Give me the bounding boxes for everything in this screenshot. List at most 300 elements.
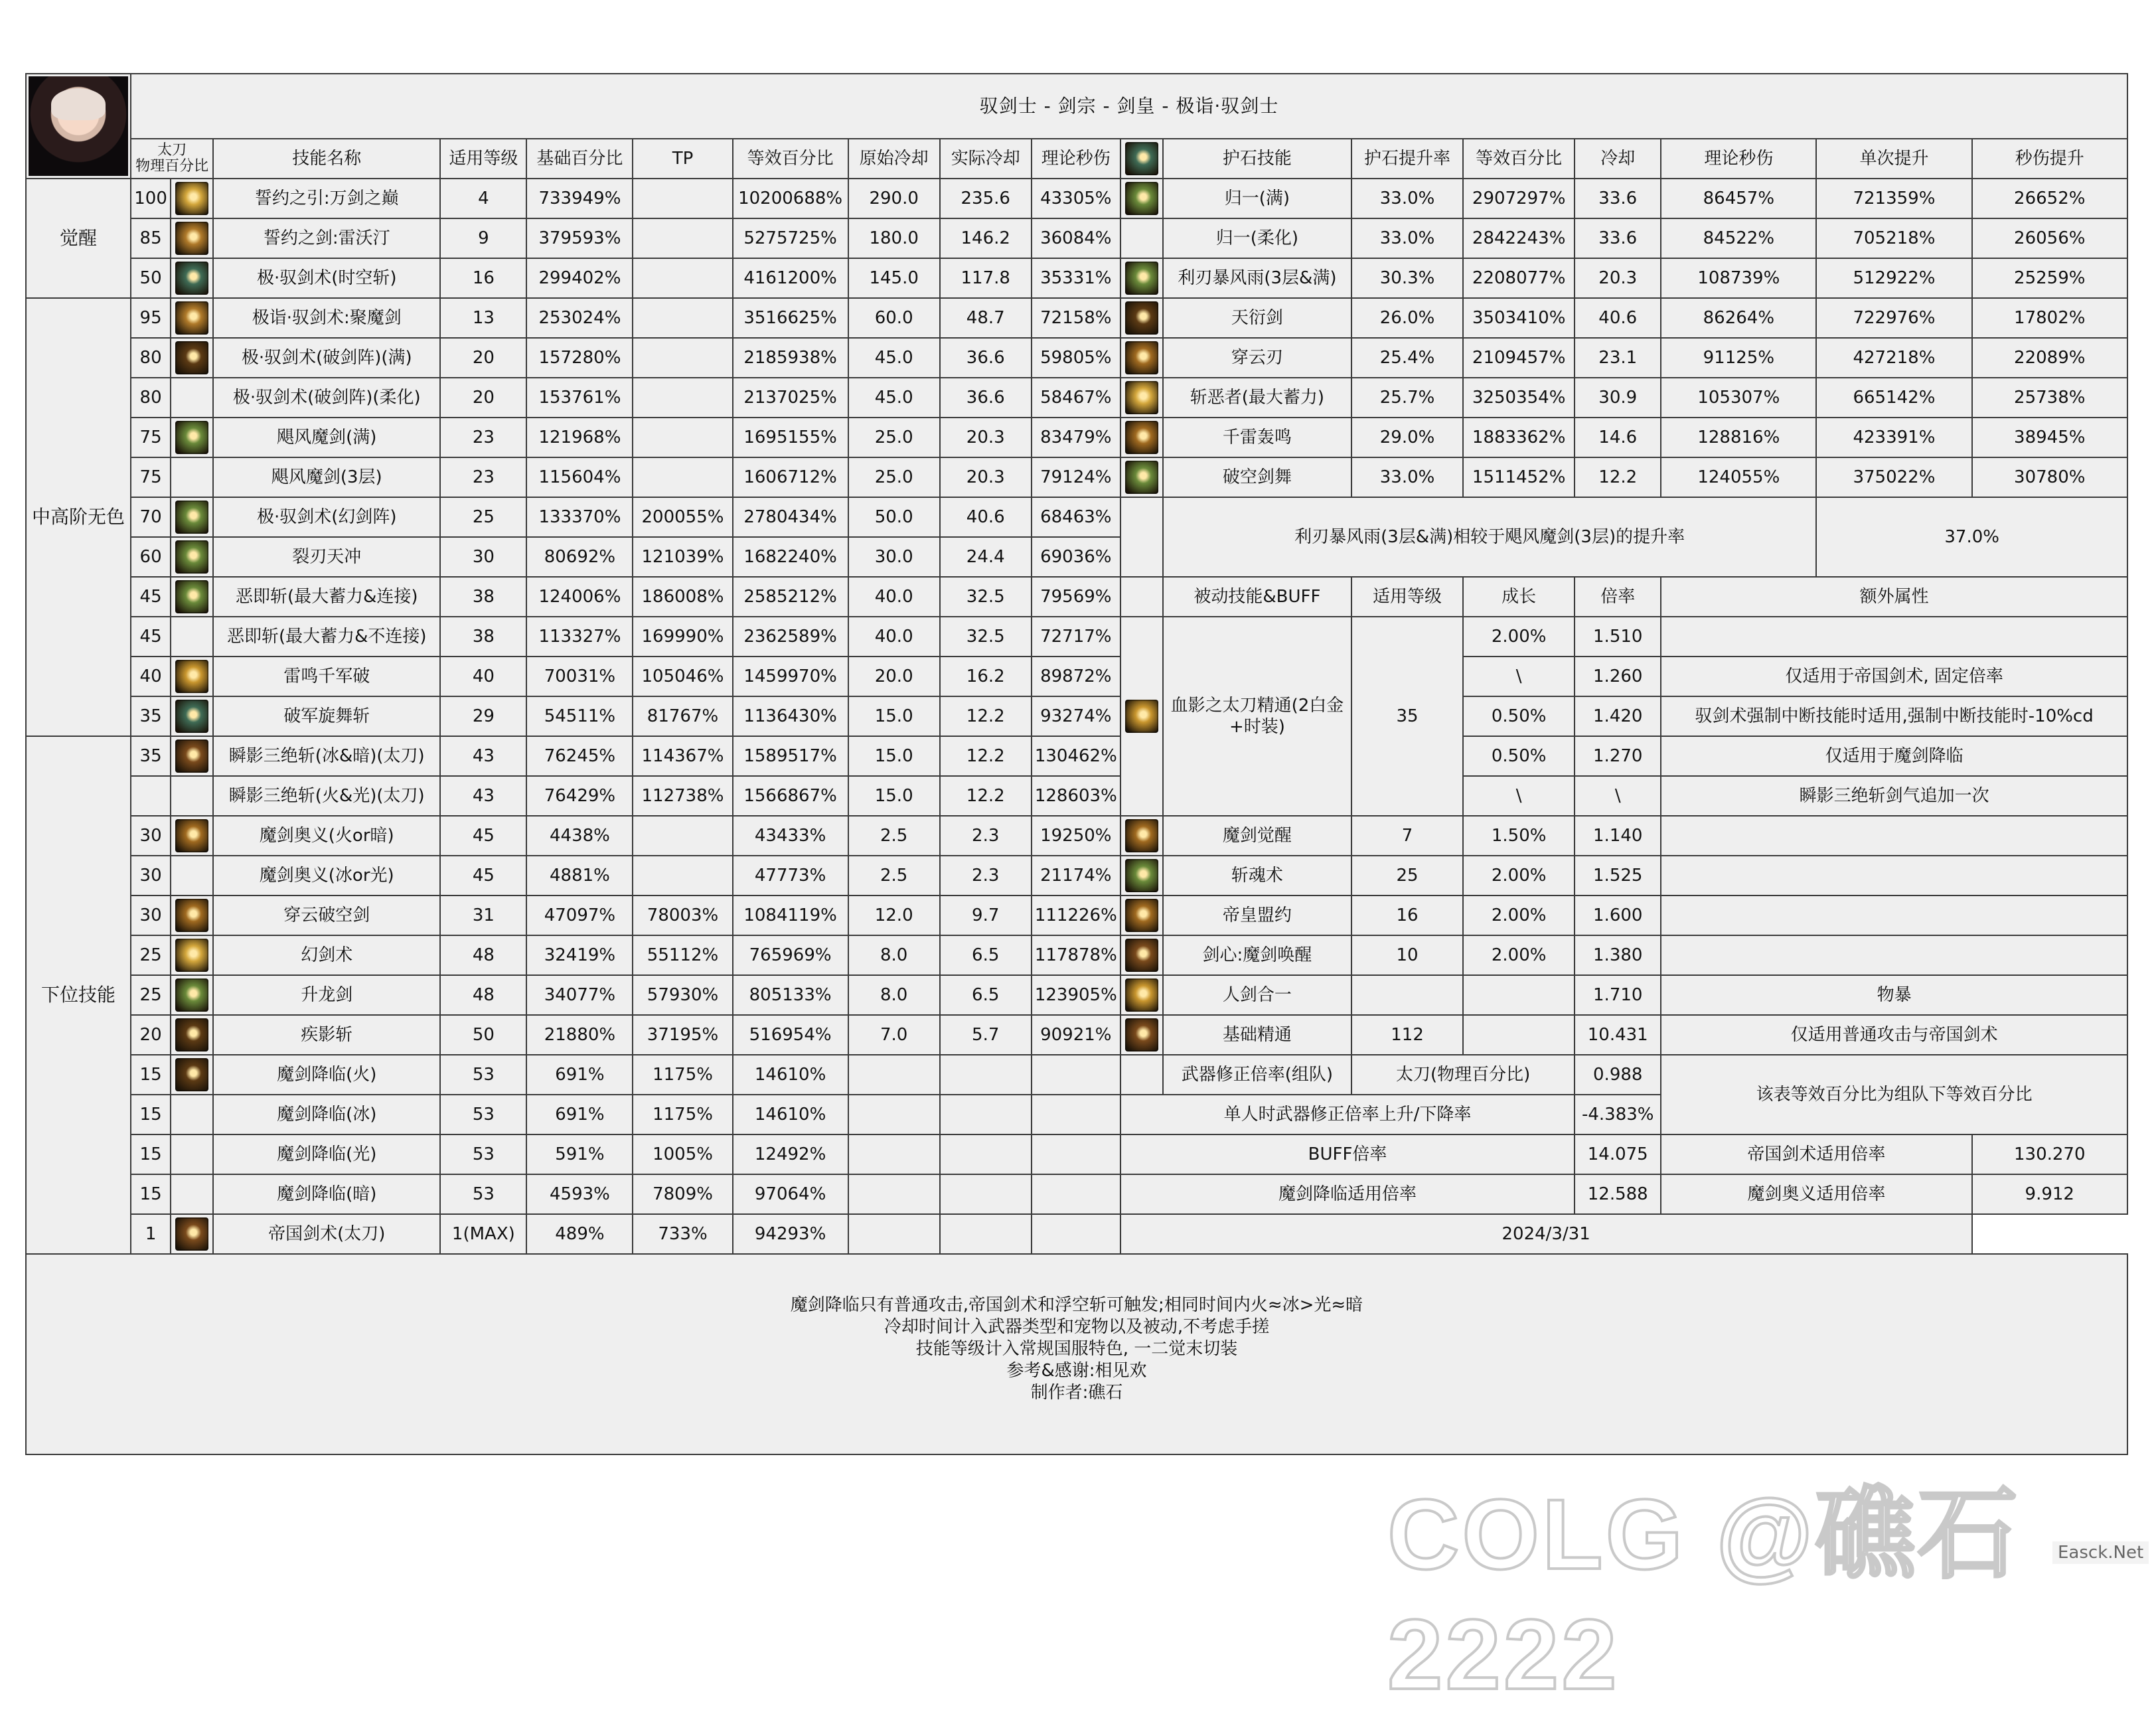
orig-cd: 180.0 bbox=[848, 218, 940, 258]
stone-rate: 29.0% bbox=[1351, 418, 1463, 457]
weapon-pct: 45 bbox=[131, 617, 171, 657]
base-pct: 591% bbox=[526, 1134, 633, 1174]
tp-pct bbox=[633, 378, 732, 418]
theory-dps: 89872% bbox=[1032, 657, 1120, 696]
stone-gain: 26056% bbox=[1972, 218, 2127, 258]
actual-cd: 36.6 bbox=[940, 338, 1032, 378]
imperial-value: 130.270 bbox=[1972, 1134, 2127, 1174]
orig-cd: 2.5 bbox=[848, 816, 940, 856]
theory-dps: 72717% bbox=[1032, 617, 1120, 657]
tp-pct: 169990% bbox=[633, 617, 732, 657]
theory-dps bbox=[1032, 1134, 1120, 1174]
base-pct: 733949% bbox=[526, 179, 633, 218]
equiv-pct: 1606712% bbox=[733, 457, 848, 497]
passive-level: 112 bbox=[1351, 1015, 1463, 1055]
orig-cd bbox=[848, 1174, 940, 1214]
skill-level: 16 bbox=[440, 258, 526, 298]
basic-mastery-icon bbox=[1125, 1018, 1158, 1051]
cloud-blade-icon bbox=[1125, 341, 1158, 374]
skill-level: 53 bbox=[440, 1174, 526, 1214]
stone-dps: 86457% bbox=[1661, 179, 1816, 218]
theory-dps bbox=[1032, 1214, 1120, 1254]
actual-cd: 2.3 bbox=[940, 816, 1032, 856]
base-pct: 32419% bbox=[526, 935, 633, 975]
base-pct: 47097% bbox=[526, 895, 633, 935]
table-row bbox=[26, 776, 2127, 816]
skill-name: 魔剑降临(暗) bbox=[213, 1174, 440, 1214]
icon-cell bbox=[171, 338, 213, 378]
orig-cd: 40.0 bbox=[848, 577, 940, 617]
stone-header-single_gain: 单次提升 bbox=[1816, 139, 1971, 179]
stone-single: 722976% bbox=[1816, 298, 1971, 338]
icon-cell bbox=[171, 895, 213, 935]
cloud-pierce-icon bbox=[175, 899, 208, 932]
actual-cd bbox=[940, 1055, 1032, 1095]
sword-heart-icon bbox=[1125, 939, 1158, 972]
weapon-header-line1: 太刀 bbox=[157, 142, 187, 159]
sword-secret-icon bbox=[175, 819, 208, 852]
theory-dps: 69036% bbox=[1032, 537, 1120, 577]
passive-extra bbox=[1661, 856, 2127, 895]
table-row bbox=[26, 74, 2127, 139]
icon-cell bbox=[171, 537, 213, 577]
tp-pct: 186008% bbox=[633, 577, 732, 617]
base-pct: 80692% bbox=[526, 537, 633, 577]
stone-header-icon bbox=[1125, 142, 1158, 175]
tp-pct: 81767% bbox=[633, 696, 732, 736]
passive-name: 魔剑觉醒 bbox=[1163, 816, 1351, 856]
theory-dps: 36084% bbox=[1032, 218, 1120, 258]
weapon-fix-value: 0.988 bbox=[1575, 1055, 1661, 1095]
passive-level: 16 bbox=[1351, 895, 1463, 935]
skill-name: 恶即斩(最大蓄力&连接) bbox=[213, 577, 440, 617]
stone-dps: 108739% bbox=[1661, 258, 1816, 298]
icon-cell bbox=[1120, 338, 1163, 378]
theory-dps bbox=[1032, 1095, 1120, 1134]
skill-level: 50 bbox=[440, 1015, 526, 1055]
icon-cell bbox=[171, 816, 213, 856]
weapon-pct: 60 bbox=[131, 537, 171, 577]
passive-extra: 仅适用于帝国剑术, 固定倍率 bbox=[1661, 657, 2127, 696]
stone-dps: 84522% bbox=[1661, 218, 1816, 258]
solo-fix-label: 单人时武器修正倍率上升/下降率 bbox=[1120, 1095, 1575, 1134]
equiv-pct: 2137025% bbox=[733, 378, 848, 418]
stone-cd: 30.9 bbox=[1575, 378, 1661, 418]
stone-gain: 22089% bbox=[1972, 338, 2127, 378]
actual-cd: 24.4 bbox=[940, 537, 1032, 577]
blade-mastery-level: 35 bbox=[1351, 617, 1463, 816]
equiv-pct: 1566867% bbox=[733, 776, 848, 816]
icon-cell bbox=[171, 577, 213, 617]
rising-dragon-icon bbox=[175, 978, 208, 1012]
theory-dps: 90921% bbox=[1032, 1015, 1120, 1055]
blade-mastery-icon bbox=[1125, 700, 1158, 733]
note-line: 冷却时间计入武器类型和宠物以及被动,不考虑手搓 bbox=[884, 1316, 1270, 1337]
theory-dps: 58467% bbox=[1032, 378, 1120, 418]
solo-fix-value: -4.383% bbox=[1575, 1095, 1661, 1134]
weapon-pct: 95 bbox=[131, 298, 171, 338]
stone-name: 天衍剑 bbox=[1163, 298, 1351, 338]
weapon-pct: 50 bbox=[131, 258, 171, 298]
passive-growth: \ bbox=[1463, 657, 1575, 696]
icon-cell bbox=[171, 1055, 213, 1095]
stone-equiv: 2842243% bbox=[1463, 218, 1575, 258]
equiv-pct: 805133% bbox=[733, 975, 848, 1015]
phantom-array-icon bbox=[175, 501, 208, 534]
passive-rate: 1.420 bbox=[1575, 696, 1661, 736]
actual-cd: 20.3 bbox=[940, 457, 1032, 497]
tp-pct bbox=[633, 218, 732, 258]
character-portrait bbox=[29, 76, 128, 176]
tp-pct bbox=[633, 457, 732, 497]
stone-dps: 128816% bbox=[1661, 418, 1816, 457]
stone-single: 375022% bbox=[1816, 457, 1971, 497]
tp-pct: 112738% bbox=[633, 776, 732, 816]
equiv-pct: 97064% bbox=[733, 1174, 848, 1214]
icon-cell bbox=[171, 856, 213, 895]
damage-table bbox=[25, 73, 2128, 1455]
icon-cell bbox=[171, 418, 213, 457]
table-row bbox=[26, 1134, 2127, 1174]
weapon-pct: 15 bbox=[131, 1055, 171, 1095]
skill-name: 瞬影三绝斩(火&光)(太刀) bbox=[213, 776, 440, 816]
equiv-pct: 516954% bbox=[733, 1015, 848, 1055]
icon-cell bbox=[1120, 935, 1163, 975]
passive-extra: 物暴 bbox=[1661, 975, 2127, 1015]
skill-name: 誓约之引:万剑之巅 bbox=[213, 179, 440, 218]
equiv-pct: 10200688% bbox=[733, 179, 848, 218]
weapon-pct: 75 bbox=[131, 418, 171, 457]
skill-level: 53 bbox=[440, 1095, 526, 1134]
skill-name: 极·驭剑术(破剑阵)(满) bbox=[213, 338, 440, 378]
header-dps: 理论秒伤 bbox=[1032, 139, 1120, 179]
phantom-sword-icon bbox=[175, 939, 208, 972]
base-pct: 54511% bbox=[526, 696, 633, 736]
skill-name: 帝国剑术(太刀) bbox=[213, 1214, 440, 1254]
page-title: 驭剑士 - 剑宗 - 剑皇 - 极诣·驭剑士 bbox=[131, 74, 2127, 139]
passive-rate: 1.260 bbox=[1575, 657, 1661, 696]
passive-rate: 1.270 bbox=[1575, 736, 1661, 776]
hurricane-sword-icon bbox=[175, 421, 208, 454]
table-row bbox=[26, 577, 2127, 617]
table-row bbox=[26, 258, 2127, 298]
passive-name: 帝皇盟约 bbox=[1163, 895, 1351, 935]
passive-extra: 驭剑术强制中断技能时适用,强制中断技能时-10%cd bbox=[1661, 696, 2127, 736]
icon-cell bbox=[171, 179, 213, 218]
theory-dps bbox=[1032, 1055, 1120, 1095]
weapon-pct: 100 bbox=[131, 179, 171, 218]
equiv-pct: 12492% bbox=[733, 1134, 848, 1174]
header-level: 适用等级 bbox=[440, 139, 526, 179]
stone-cd: 23.1 bbox=[1575, 338, 1661, 378]
weapon-pct: 75 bbox=[131, 457, 171, 497]
evil-slash-icon bbox=[175, 580, 208, 613]
orig-cd: 2.5 bbox=[848, 856, 940, 895]
equiv-pct: 1084119% bbox=[733, 895, 848, 935]
equiv-pct: 4161200% bbox=[733, 258, 848, 298]
passive-name: 人剑合一 bbox=[1163, 975, 1351, 1015]
tp-pct: 200055% bbox=[633, 497, 732, 537]
stone-rate: 26.0% bbox=[1351, 298, 1463, 338]
weapon-pct: 35 bbox=[131, 696, 171, 736]
skill-level: 23 bbox=[440, 418, 526, 457]
stone-single: 427218% bbox=[1816, 338, 1971, 378]
base-pct: 34077% bbox=[526, 975, 633, 1015]
weapon-pct: 25 bbox=[131, 935, 171, 975]
header-tp: TP bbox=[633, 139, 732, 179]
table-row bbox=[26, 497, 2127, 537]
weapon-header-line2: 物理百分比 bbox=[135, 158, 209, 175]
skill-level: 43 bbox=[440, 736, 526, 776]
table-row bbox=[26, 338, 2127, 378]
icon-cell bbox=[171, 1134, 213, 1174]
awaken-icon bbox=[175, 182, 208, 215]
passive-extra: 仅适用于魔剑降临 bbox=[1661, 736, 2127, 776]
weapon-pct: 30 bbox=[131, 895, 171, 935]
stone-single: 512922% bbox=[1816, 258, 1971, 298]
group-awaken: 觉醒 bbox=[26, 179, 131, 298]
note-line: 技能等级计入常规国服特色, 一二觉末切装 bbox=[915, 1338, 1238, 1359]
passive-growth: 2.00% bbox=[1463, 935, 1575, 975]
weapon-pct: 40 bbox=[131, 657, 171, 696]
icon-cell bbox=[171, 1095, 213, 1134]
skill-level: 20 bbox=[440, 338, 526, 378]
equiv-pct: 1589517% bbox=[733, 736, 848, 776]
icon-cell bbox=[171, 696, 213, 736]
weapon-pct: 15 bbox=[131, 1095, 171, 1134]
stone-dps: 124055% bbox=[1661, 457, 1816, 497]
skill-level: 9 bbox=[440, 218, 526, 258]
actual-cd: 32.5 bbox=[940, 577, 1032, 617]
actual-cd bbox=[940, 1134, 1032, 1174]
tp-pct: 1005% bbox=[633, 1134, 732, 1174]
orig-cd: 7.0 bbox=[848, 1015, 940, 1055]
header-base_pct: 基础百分比 bbox=[526, 139, 633, 179]
skill-name: 飓风魔剑(3层) bbox=[213, 457, 440, 497]
tp-pct: 7809% bbox=[633, 1174, 732, 1214]
icon-cell bbox=[171, 617, 213, 657]
skill-name: 裂刃天冲 bbox=[213, 537, 440, 577]
theory-dps: 72158% bbox=[1032, 298, 1120, 338]
stone-name: 归一(满) bbox=[1163, 179, 1351, 218]
weapon-pct: 70 bbox=[131, 497, 171, 537]
skill-level: 4 bbox=[440, 179, 526, 218]
stone-header-dps_gain: 秒伤提升 bbox=[1972, 139, 2127, 179]
soul-slash-icon bbox=[1125, 859, 1158, 892]
base-pct: 489% bbox=[526, 1214, 633, 1254]
equiv-pct: 2185938% bbox=[733, 338, 848, 378]
theory-dps: 83479% bbox=[1032, 418, 1120, 457]
icon-cell bbox=[171, 218, 213, 258]
theory-dps: 59805% bbox=[1032, 338, 1120, 378]
base-pct: 157280% bbox=[526, 338, 633, 378]
stone-gain: 25738% bbox=[1972, 378, 2127, 418]
theory-dps: 93274% bbox=[1032, 696, 1120, 736]
equiv-pct: 2362589% bbox=[733, 617, 848, 657]
colg-watermark: COLG @礁石2222 bbox=[1387, 1478, 2021, 1710]
tp-pct: 733% bbox=[633, 1214, 732, 1254]
skill-level: 48 bbox=[440, 975, 526, 1015]
passive-rate: 1.140 bbox=[1575, 816, 1661, 856]
skill-name: 幻剑术 bbox=[213, 935, 440, 975]
skill-level: 38 bbox=[440, 577, 526, 617]
actual-cd: 20.3 bbox=[940, 418, 1032, 457]
sword-array-icon bbox=[175, 341, 208, 374]
site-label: Easck.Net bbox=[2052, 1541, 2149, 1564]
icon-cell bbox=[171, 497, 213, 537]
orig-cd: 8.0 bbox=[848, 975, 940, 1015]
passive-rate: 10.431 bbox=[1575, 1015, 1661, 1055]
skill-name: 穿云破空剑 bbox=[213, 895, 440, 935]
secret-label: 魔剑奥义适用倍率 bbox=[1661, 1174, 1971, 1214]
icon-cell bbox=[1120, 457, 1163, 497]
table-row bbox=[26, 696, 2127, 736]
theory-dps: 130462% bbox=[1032, 736, 1120, 776]
icon-cell bbox=[1120, 816, 1163, 856]
actual-cd: 6.5 bbox=[940, 975, 1032, 1015]
triple-slash-icon bbox=[175, 739, 208, 773]
actual-cd: 12.2 bbox=[940, 776, 1032, 816]
passive-header-name: 被动技能&BUFF bbox=[1163, 577, 1351, 617]
void-dance-icon bbox=[1125, 461, 1158, 494]
skill-level: 38 bbox=[440, 617, 526, 657]
tp-pct bbox=[633, 816, 732, 856]
skill-name: 破军旋舞斩 bbox=[213, 696, 440, 736]
icon-cell bbox=[171, 298, 213, 338]
skill-name: 恶即斩(最大蓄力&不连接) bbox=[213, 617, 440, 657]
notes-block bbox=[26, 1254, 2127, 1454]
table-row bbox=[26, 1214, 2127, 1254]
theory-dps: 35331% bbox=[1032, 258, 1120, 298]
tp-pct: 78003% bbox=[633, 895, 732, 935]
skill-name: 疾影斩 bbox=[213, 1015, 440, 1055]
actual-cd: 9.7 bbox=[940, 895, 1032, 935]
table-row bbox=[26, 1254, 2127, 1454]
passive-header-growth: 成长 bbox=[1463, 577, 1575, 617]
lightning-sword-icon bbox=[175, 222, 208, 255]
header-orig_cd: 原始冷却 bbox=[848, 139, 940, 179]
icon-cell bbox=[1120, 577, 1163, 617]
icon-cell bbox=[1120, 975, 1163, 1015]
stone-name: 千雷轰鸣 bbox=[1163, 418, 1351, 457]
passive-growth: 1.50% bbox=[1463, 816, 1575, 856]
icon-cell bbox=[1120, 258, 1163, 298]
stone-cd: 40.6 bbox=[1575, 298, 1661, 338]
base-pct: 121968% bbox=[526, 418, 633, 457]
orig-cd: 15.0 bbox=[848, 776, 940, 816]
passive-level: 7 bbox=[1351, 816, 1463, 856]
passive-rate: 1.380 bbox=[1575, 935, 1661, 975]
stone-name: 破空剑舞 bbox=[1163, 457, 1351, 497]
skill-level: 30 bbox=[440, 537, 526, 577]
secret-value: 9.912 bbox=[1972, 1174, 2127, 1214]
icon-cell bbox=[171, 776, 213, 816]
equiv-pct: 1136430% bbox=[733, 696, 848, 736]
base-pct: 4438% bbox=[526, 816, 633, 856]
base-pct: 253024% bbox=[526, 298, 633, 338]
skill-name: 瞬影三绝斩(冰&暗)(太刀) bbox=[213, 736, 440, 776]
skill-level: 25 bbox=[440, 497, 526, 537]
icon-cell bbox=[1120, 895, 1163, 935]
icon-cell bbox=[1120, 378, 1163, 418]
portrait-cell bbox=[26, 74, 131, 179]
stone-header-dps: 理论秒伤 bbox=[1661, 139, 1816, 179]
skill-level: 23 bbox=[440, 457, 526, 497]
icon-cell bbox=[1120, 1055, 1163, 1095]
icon-cell bbox=[1120, 497, 1163, 577]
passive-growth bbox=[1463, 975, 1575, 1015]
theory-dps: 79569% bbox=[1032, 577, 1120, 617]
stone-rate: 33.0% bbox=[1351, 457, 1463, 497]
passive-extra bbox=[1661, 895, 2127, 935]
orig-cd bbox=[848, 1095, 940, 1134]
passive-header-level: 适用等级 bbox=[1351, 577, 1463, 617]
stone-rate: 33.0% bbox=[1351, 218, 1463, 258]
stone-rate: 25.7% bbox=[1351, 378, 1463, 418]
skill-name: 飓风魔剑(满) bbox=[213, 418, 440, 457]
stone-equiv: 2109457% bbox=[1463, 338, 1575, 378]
stone-single: 665142% bbox=[1816, 378, 1971, 418]
stone-name: 穿云刃 bbox=[1163, 338, 1351, 378]
orig-cd: 30.0 bbox=[848, 537, 940, 577]
passive-growth: 0.50% bbox=[1463, 736, 1575, 776]
theory-dps bbox=[1032, 1174, 1120, 1214]
passive-rate: \ bbox=[1575, 776, 1661, 816]
actual-cd bbox=[940, 1174, 1032, 1214]
passive-growth: 2.00% bbox=[1463, 856, 1575, 895]
passive-extra bbox=[1661, 935, 2127, 975]
weapon-header bbox=[131, 139, 213, 179]
stone-gain: 30780% bbox=[1972, 457, 2127, 497]
stone-gain: 38945% bbox=[1972, 418, 2127, 457]
passive-rate: 1.600 bbox=[1575, 895, 1661, 935]
actual-cd: 12.2 bbox=[940, 696, 1032, 736]
table-row bbox=[26, 617, 2127, 657]
icon-cell bbox=[171, 1015, 213, 1055]
stone-equiv: 3250354% bbox=[1463, 378, 1575, 418]
skill-level: 29 bbox=[440, 696, 526, 736]
table-row bbox=[26, 657, 2127, 696]
orig-cd bbox=[848, 1134, 940, 1174]
base-pct: 124006% bbox=[526, 577, 633, 617]
thousand-thunder-icon bbox=[1125, 421, 1158, 454]
sword-descent-icon bbox=[175, 1058, 208, 1091]
tp-pct: 57930% bbox=[633, 975, 732, 1015]
icon-cell bbox=[1120, 617, 1163, 816]
tp-pct bbox=[633, 298, 732, 338]
passive-rate: 1.510 bbox=[1575, 617, 1661, 657]
passive-growth: \ bbox=[1463, 776, 1575, 816]
tp-pct bbox=[633, 418, 732, 457]
passive-growth: 0.50% bbox=[1463, 696, 1575, 736]
group-low: 下位技能 bbox=[26, 736, 131, 1254]
stone-name: 斩恶者(最大蓄力) bbox=[1163, 378, 1351, 418]
weapon-pct: 15 bbox=[131, 1174, 171, 1214]
skill-level: 45 bbox=[440, 856, 526, 895]
orig-cd: 45.0 bbox=[848, 378, 940, 418]
icon-cell bbox=[171, 378, 213, 418]
skill-name: 魔剑降临(光) bbox=[213, 1134, 440, 1174]
header-actual_cd: 实际冷却 bbox=[940, 139, 1032, 179]
stone-cd: 33.6 bbox=[1575, 179, 1661, 218]
passive-rate: 1.710 bbox=[1575, 975, 1661, 1015]
skill-name: 极·驭剑术(时空斩) bbox=[213, 258, 440, 298]
orig-cd: 50.0 bbox=[848, 497, 940, 537]
orig-cd: 25.0 bbox=[848, 457, 940, 497]
weapon-pct: 80 bbox=[131, 338, 171, 378]
header-equiv_pct: 等效百分比 bbox=[733, 139, 848, 179]
base-pct: 691% bbox=[526, 1055, 633, 1095]
